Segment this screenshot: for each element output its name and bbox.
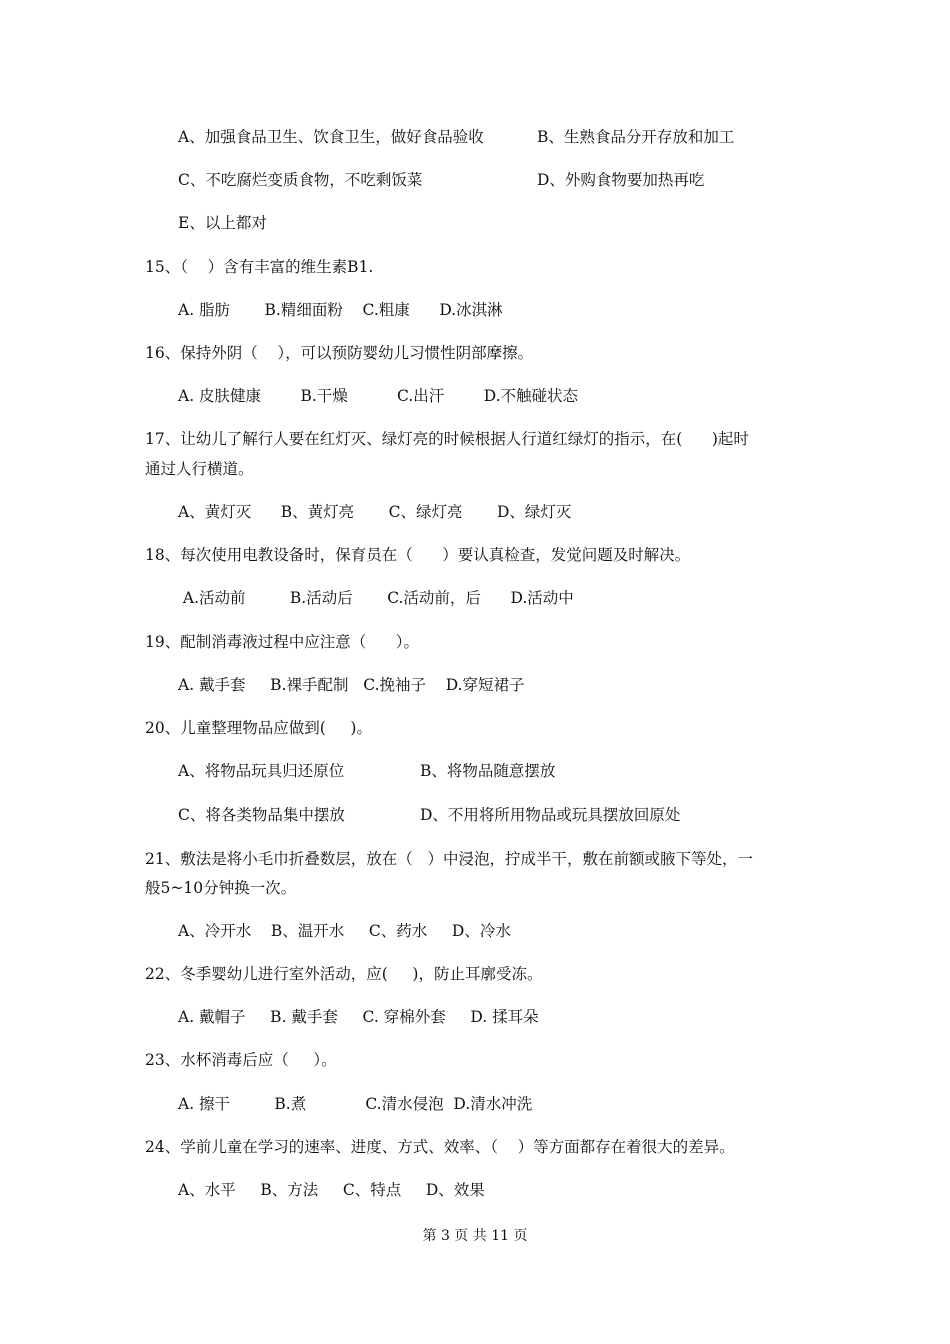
question-16-options: A. 皮肤健康 B.干燥 C.出汗 D.不触碰状态 [178, 387, 579, 405]
question-15-stem: 15、（ ）含有丰富的维生素B1. [145, 258, 374, 276]
question-22-options: A. 戴帽子 B. 戴手套 C. 穿棉外套 D. 揉耳朵 [178, 1008, 539, 1026]
question-21-options: A、冷开水 B、温开水 C、药水 D、冷水 [178, 922, 511, 940]
question-21-stem-line2: 般5~10分钟换一次。 [145, 879, 297, 897]
question-24-stem: 24、学前儿童在学习的速率、进度、方式、效率、（ ）等方面都存在着很大的差异。 [145, 1138, 735, 1156]
question-20-option-d: D、不用将所用物品或玩具摆放回原处 [420, 806, 681, 824]
question-15-options: A. 脂肪 B.精细面粉 C.粗康 D.冰淇淋 [178, 301, 503, 319]
question-18-options: A.活动前 B.活动后 C.活动前，后 D.活动中 [178, 589, 574, 607]
question-17-stem-line1: 17、让幼儿了解行人要在红灯灭、绿灯亮的时候根据人行道红绿灯的指示，在( )起时 [145, 430, 749, 448]
question-23-stem: 23、水杯消毒后应（ ）。 [145, 1051, 337, 1069]
q14-option-e: E、以上都对 [178, 214, 267, 232]
q14-option-d: D、外购食物要加热再吃 [537, 171, 705, 189]
question-22-stem: 22、冬季婴幼儿进行室外活动，应( )，防止耳廓受冻。 [145, 965, 543, 983]
q14-option-b: B、生熟食品分开存放和加工 [537, 128, 735, 146]
question-20-stem: 20、儿童整理物品应做到( )。 [145, 719, 372, 737]
question-17-options: A、黄灯灭 B、黄灯亮 C、绿灯亮 D、绿灯灭 [178, 503, 572, 521]
question-19-stem: 19、配制消毒液过程中应注意（ ）。 [145, 633, 420, 651]
question-21-stem-line1: 21、敷法是将小毛巾折叠数层，放在（ ）中浸泡，拧成半干，敷在前额或腋下等处，一 [145, 850, 754, 868]
question-18-stem: 18、每次使用电教设备时，保育员在（ ）要认真检查，发觉问题及时解决。 [145, 546, 691, 564]
question-19-options: A. 戴手套 B.裸手配制 C.挽袖子 D.穿短裙子 [178, 676, 525, 694]
question-23-options: A. 擦干 B.煮 C.清水侵泡 D.清水冲洗 [178, 1095, 533, 1113]
q14-option-c: C、不吃腐烂变质食物，不吃剩饭菜 [178, 171, 423, 189]
question-20-option-a: A、将物品玩具归还原位 [178, 762, 345, 780]
question-17-stem-line2: 通过人行横道。 [145, 460, 254, 478]
question-16-stem: 16、保持外阴（ ），可以预防婴幼儿习惯性阴部摩擦。 [145, 344, 534, 362]
q14-option-a: A、加强食品卫生、饮食卫生，做好食品验收 [178, 128, 484, 146]
question-24-options: A、水平 B、方法 C、特点 D、效果 [178, 1181, 485, 1199]
question-20-option-c: C、将各类物品集中摆放 [178, 806, 345, 824]
page-number-footer: 第 3 页 共 11 页 [422, 1228, 528, 1244]
question-20-option-b: B、将物品随意摆放 [420, 762, 556, 780]
